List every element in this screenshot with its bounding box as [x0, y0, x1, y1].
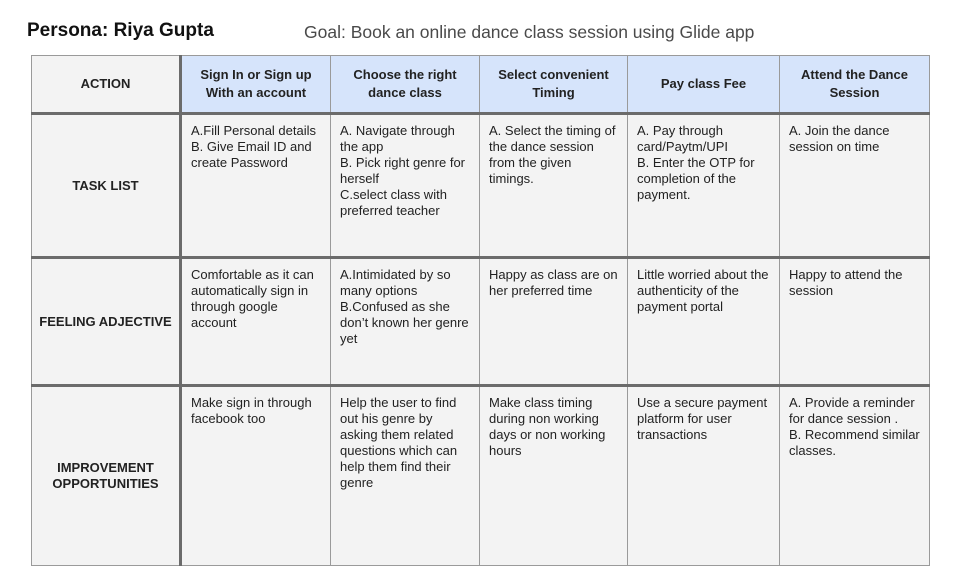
- stage-header-select-timing: Select convenient Timing: [480, 56, 628, 114]
- improvement-row: [32, 386, 930, 566]
- improvement-cell-attend-session: A. Provide a reminder for dance session . B. Recommend similar classes.: [780, 386, 930, 566]
- feeling-row: [32, 258, 930, 386]
- feeling-label: FEELING ADJECTIVE: [32, 258, 181, 386]
- task-cell-choose-class: A. Navigate through the app B. Pick right genre for herself C.select class with preferred teacher: [331, 114, 480, 258]
- task-cell-attend-session: A. Join the dance session on time: [780, 114, 930, 258]
- improvement-cell-pay-fee: Use a secure payment platform for user transactions: [628, 386, 780, 566]
- goal-text: Goal: Book an online dance class session using Glide app: [304, 22, 755, 42]
- stage-header-choose-class: Choose the right dance class: [331, 56, 480, 114]
- feeling-cell-select-timing: Happy as class are on her preferred time: [480, 258, 628, 386]
- task-cell-pay-fee: A. Pay through card/Paytm/UPI B. Enter the OTP for completion of the payment.: [628, 114, 780, 258]
- feeling-cell-sign-in: Comfortable as it can automatically sign in through google account: [181, 258, 331, 386]
- improvement-cell-select-timing: Make class timing during non working days or non working hours: [480, 386, 628, 566]
- feeling-cell-choose-class: A.Intimidated by so many options B.Confused as she don’t known her genre yet: [331, 258, 480, 386]
- improvement-cell-sign-in: Make sign in through facebook too: [181, 386, 331, 566]
- task-list-label: TASK LIST: [32, 114, 181, 258]
- task-cell-select-timing: A. Select the timing of the dance session from the given timings.: [480, 114, 628, 258]
- header-row: [32, 56, 930, 114]
- improvement-cell-choose-class: Help the user to find out his genre by asking them related questions which can help them find their genre: [331, 386, 480, 566]
- task-list-row: [32, 114, 930, 258]
- feeling-cell-pay-fee: Little worried about the authenticity of the payment portal: [628, 258, 780, 386]
- stage-header-sign-in: Sign In or Sign up With an account: [181, 56, 331, 114]
- feeling-cell-attend-session: Happy to attend the session: [780, 258, 930, 386]
- task-cell-sign-in: A.Fill Personal details B. Give Email ID and create Password: [181, 114, 331, 258]
- journey-map-table: [31, 55, 930, 566]
- action-header: ACTION: [32, 56, 181, 114]
- persona-title: Persona: Riya Gupta: [27, 20, 214, 41]
- stage-header-attend-session: Attend the Dance Session: [780, 56, 930, 114]
- improvement-label: IMPROVEMENT OPPORTUNITIES: [32, 386, 181, 566]
- stage-header-pay-fee: Pay class Fee: [628, 56, 780, 114]
